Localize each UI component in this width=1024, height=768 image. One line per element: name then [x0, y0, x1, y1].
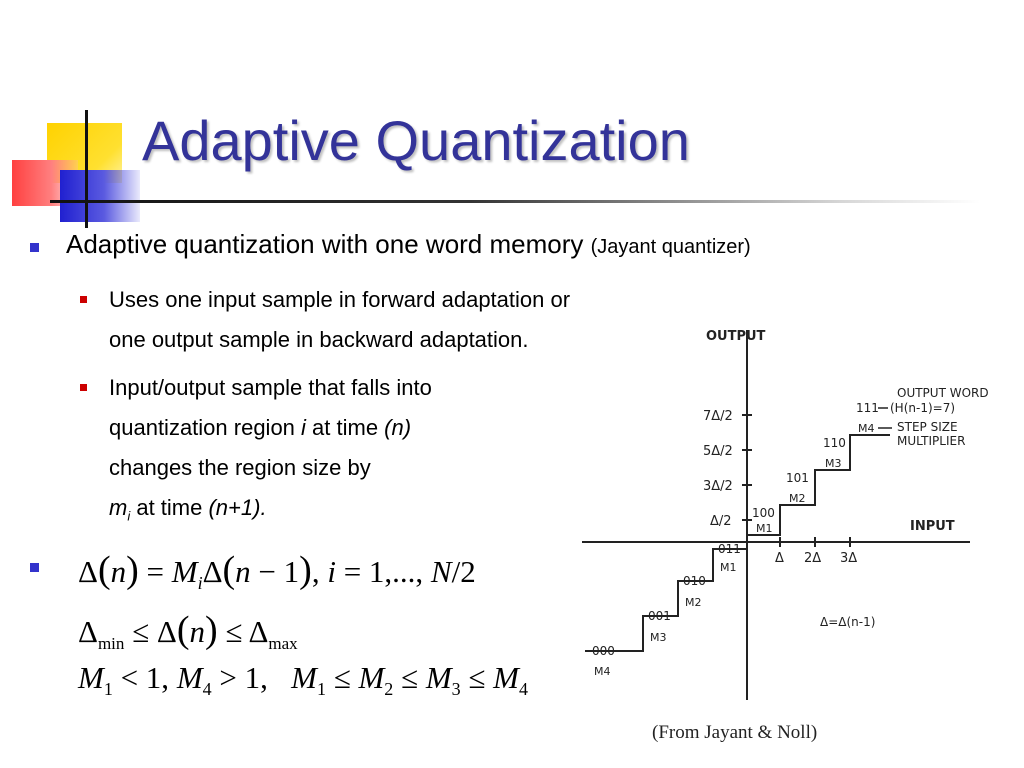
code-label: 011	[718, 542, 741, 556]
y-tick-label: Δ/2	[710, 514, 732, 529]
upper-staircase	[747, 435, 890, 535]
sub-bullet-1-line-1: Uses one input sample in forward adaptation or	[109, 287, 571, 312]
text-run-italic: (n)	[384, 415, 412, 440]
code-label: 111	[856, 401, 879, 415]
figure-caption: (From Jayant & Noll)	[652, 722, 818, 743]
code-label: 110	[823, 436, 846, 450]
sub-bullet-2-line-3: changes the region size by	[109, 455, 371, 480]
x-tick-label: 2Δ	[804, 551, 822, 566]
main-bullet	[66, 229, 751, 260]
main-bullet-text: Adaptive quantization with one word memory	[66, 229, 584, 259]
y-tick-label: 7Δ/2	[703, 409, 733, 424]
output-axis-label: OUTPUT	[706, 329, 766, 344]
code-label: 001	[648, 609, 671, 623]
multiplier-label: M3	[825, 457, 842, 470]
legend-output-word: OUTPUT WORD	[897, 386, 989, 400]
multiplier-label: M2	[685, 596, 702, 609]
sub-bullet-2-line-4	[109, 488, 267, 536]
input-axis-label: INPUT	[910, 519, 955, 534]
main-bullet-note: (Jayant quantizer)	[590, 236, 751, 258]
multiplier-label: M4	[858, 422, 875, 435]
code-label: 010	[683, 574, 706, 588]
equation-multiplier-constraints: $M_1 < 1$, $M_4 > 1$, $M_1 \le M_2 \le M_3 \le M_4$	[78, 660, 528, 700]
code-label: 000	[592, 644, 615, 658]
legend-hn: (H(n-1)=7)	[890, 401, 956, 415]
y-tick-label: 5Δ/2	[703, 444, 733, 459]
title-decoration-blue-square	[60, 170, 140, 222]
y-tick-label: 3Δ/2	[703, 479, 733, 494]
multiplier-label: M1	[756, 522, 773, 535]
sub-bullet-marker	[80, 296, 87, 303]
multiplier-label: M2	[789, 492, 806, 505]
x-tick-label: Δ	[775, 551, 784, 566]
slide-title: Adaptive Quantization	[142, 109, 690, 172]
x-tick-label: 3Δ	[840, 551, 858, 566]
text-run: quantization region	[109, 415, 302, 440]
title-decoration-vertical-line	[85, 110, 88, 228]
text-run: at time	[130, 495, 209, 520]
legend-multiplier: MULTIPLIER	[897, 434, 966, 448]
title-underline	[50, 200, 980, 203]
code-label: 100	[752, 506, 775, 520]
sub-bullet-marker	[80, 384, 87, 391]
jayant-quantizer-figure	[570, 318, 1010, 750]
delta-definition: Δ=Δ(n-1)	[820, 615, 876, 629]
text-run-italic: m	[109, 495, 128, 520]
equation-step-bounds: $\Delta_{min} \le \Delta(n) \le \Delta_{max}$	[78, 609, 298, 654]
text-run-italic: (n+1).	[208, 495, 267, 520]
sub-bullet-2-line-2	[109, 408, 411, 448]
text-run-italic: i	[301, 415, 306, 440]
multiplier-label: M1	[720, 561, 737, 574]
sub-bullet-1-line-2: one output sample in backward adaptation.	[109, 327, 529, 352]
code-label: 101	[786, 471, 809, 485]
bullet-marker	[30, 243, 39, 252]
text-run: at time	[305, 415, 385, 440]
bullet-marker	[30, 563, 39, 572]
legend-step-size: STEP SIZE	[897, 420, 958, 434]
multiplier-label: M3	[650, 631, 667, 644]
equation-step-update: $\Delta(n) = M_i\Delta(n - 1)$, i = 1,..., N/2	[78, 549, 476, 594]
sub-bullet-2-line-1: Input/output sample that falls into	[109, 375, 432, 400]
text-run-subscript: i	[127, 508, 131, 524]
multiplier-label: M4	[594, 665, 611, 678]
